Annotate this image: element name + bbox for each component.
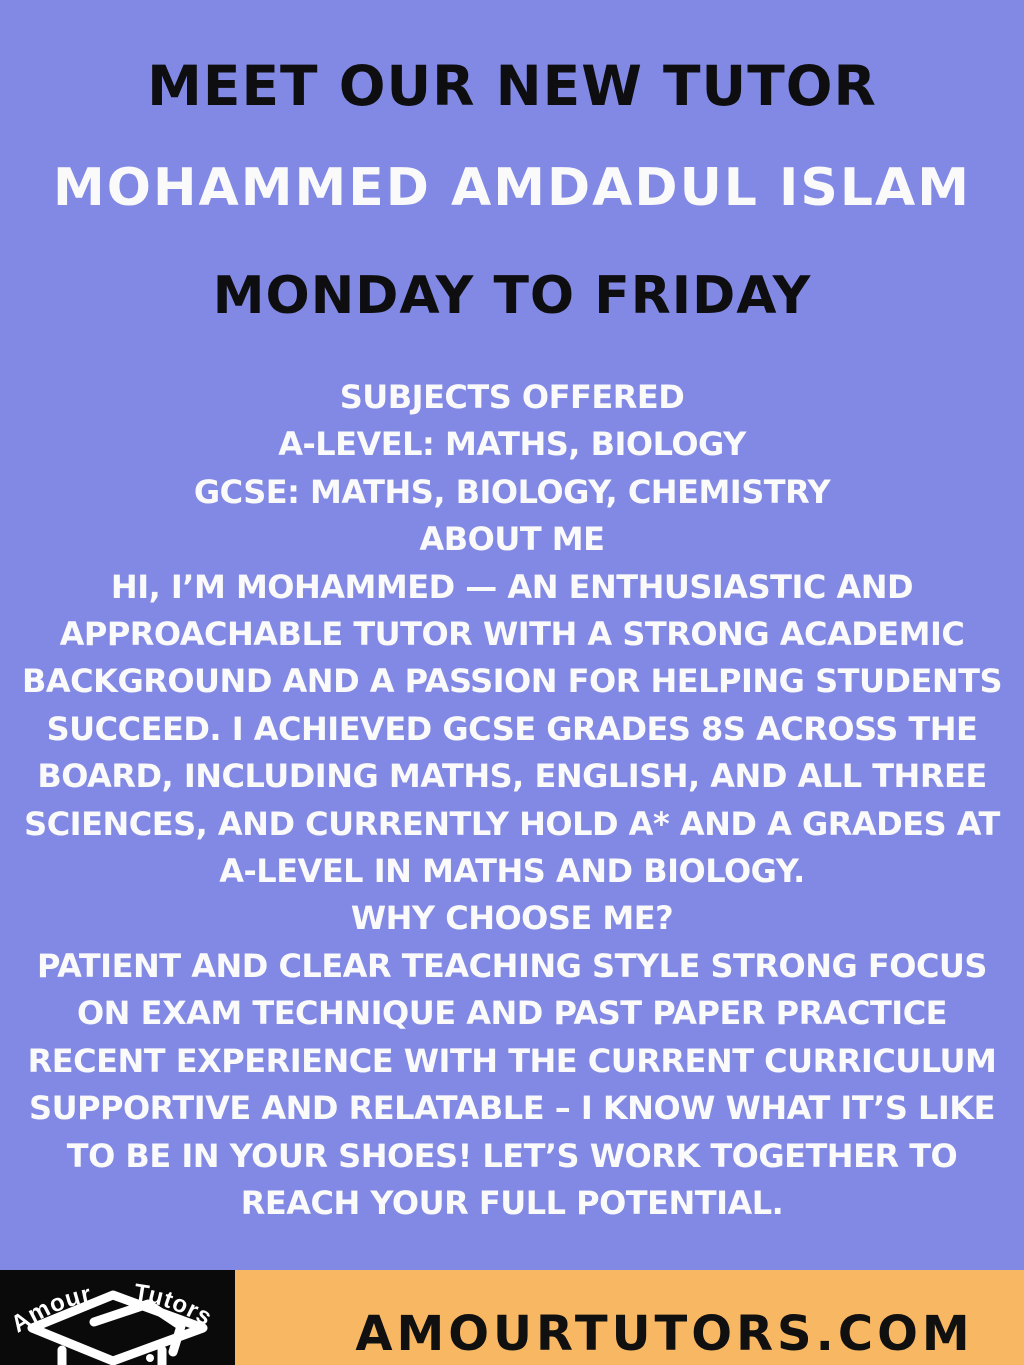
about-line: APPROACHABLE TUTOR WITH A STRONG ACADEMIC: [59, 615, 965, 654]
about-line: SUCCEED. I ACHIEVED GCSE GRADES 8S ACROSS THE: [46, 709, 978, 748]
why-line: ON EXAM TECHNIQUE AND PAST PAPER PRACTICE: [76, 994, 948, 1033]
tutor-name: MOHAMMED AMDADUL ISLAM: [53, 158, 971, 218]
about-heading: ABOUT ME: [419, 520, 605, 559]
why-line: TO BE IN YOUR SHOES! LET’S WORK TOGETHER TO: [66, 1136, 958, 1175]
brand-name-amour: Amour: [6, 1280, 94, 1339]
about-line: SCIENCES, AND CURRENTLY HOLD A* AND A GRADES AT: [24, 804, 1000, 843]
about-line: A-LEVEL IN MATHS AND BIOLOGY.: [219, 852, 805, 891]
details-block: [0, 374, 1024, 1227]
subjects-heading: SUBJECTS OFFERED: [339, 378, 685, 416]
why-line: REACH YOUR FULL POTENTIAL.: [240, 1183, 784, 1222]
brand-logo: [0, 1270, 235, 1365]
about-line: BACKGROUND AND A PASSION FOR HELPING STUDENTS: [22, 662, 1002, 701]
brand-name-tutors: Tutors: [132, 1278, 218, 1332]
why-line: PATIENT AND CLEAR TEACHING STYLE STRONG FOCUS: [37, 946, 987, 985]
about-line: BOARD, INCLUDING MATHS, ENGLISH, AND ALL THREE: [37, 757, 987, 796]
footer-bar: [0, 1270, 1024, 1365]
why-line: SUPPORTIVE AND RELATABLE – I KNOW WHAT IT’S LIKE: [29, 1089, 995, 1128]
availability-text: MONDAY TO FRIDAY: [212, 266, 812, 326]
page-title: MEET OUR NEW TUTOR: [147, 54, 877, 118]
website-url: AMOURTUTORS.COM: [235, 1270, 1024, 1365]
why-choose-heading: WHY CHOOSE ME?: [350, 899, 674, 938]
subjects-gcse: GCSE: MATHS, BIOLOGY, CHEMISTRY: [193, 472, 831, 511]
about-line: HI, I’M MOHAMMED — AN ENTHUSIASTIC AND: [110, 567, 914, 606]
why-line: RECENT EXPERIENCE WITH THE CURRENT CURRICULUM: [27, 1041, 997, 1080]
subjects-a-level: A-LEVEL: MATHS, BIOLOGY: [278, 425, 746, 464]
